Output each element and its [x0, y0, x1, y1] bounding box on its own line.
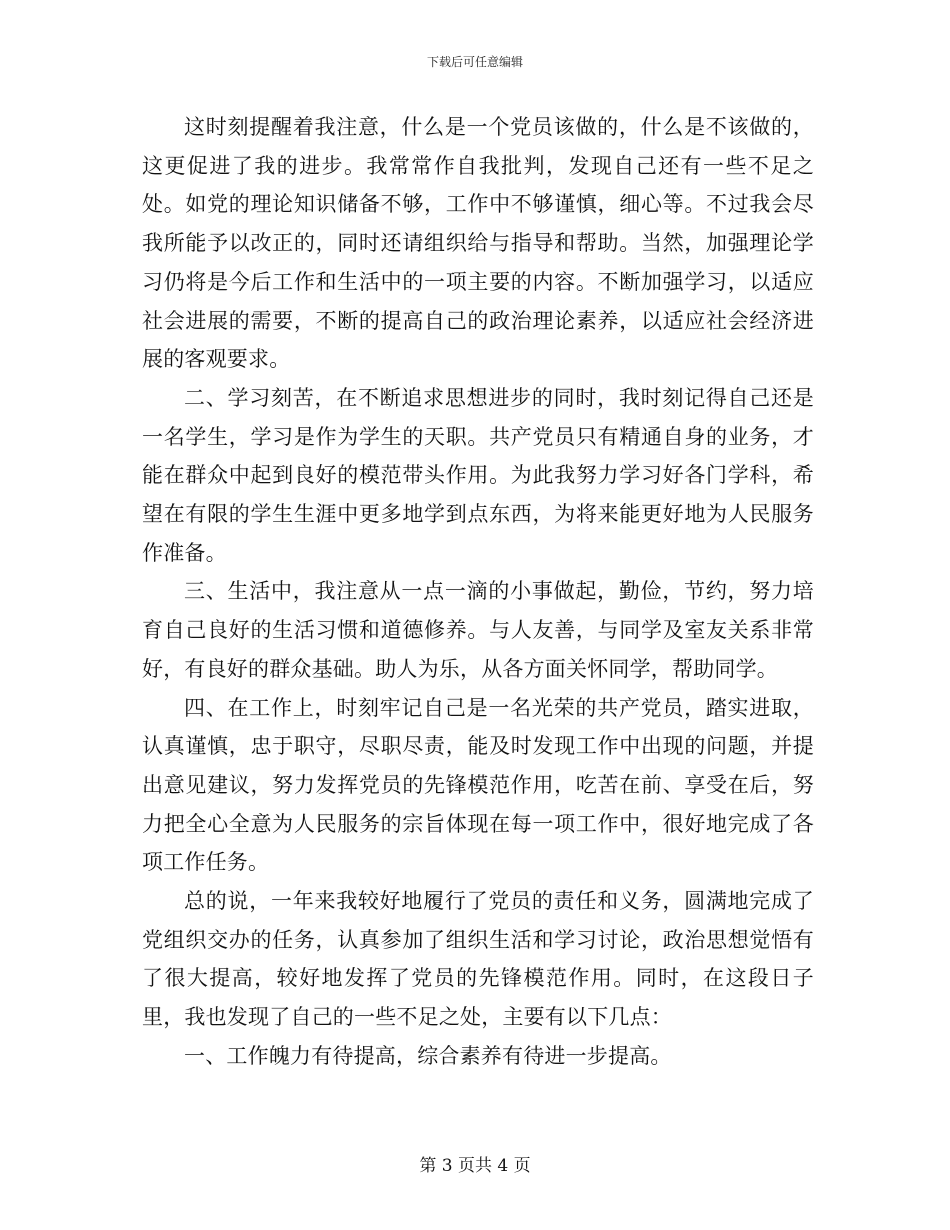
page-header: 下载后可任意编辑 — [426, 55, 523, 69]
paragraph-summary: 总的说，一年来我较好地履行了党员的责任和义务，圆满地完成了党组织交办的任务，认真参加了组织生活和学习讨论，政治思想觉悟有了很大提高，较好地发挥了党员的先锋模范作用。同时，在这段日子里，我也发现了自己的一些不足之处，主要有以下几点： — [142, 889, 814, 1030]
document-body — [142, 108, 814, 1076]
paragraph-work: 四、在工作上，时刻牢记自己是一名光荣的共产党员，踏实进取，认真谨慎，忠于职守，尽职尽责，能及时发现工作中出现的问题，并提出意见建议，努力发挥党员的先锋模范作用，吃苦在前、享受在后，努力把全心全意为人民服务的宗旨体现在每一项工作中，很好地完成了各项工作任务。 — [142, 695, 814, 875]
paragraph-self-criticism: 这时刻提醒着我注意，什么是一个党员该做的，什么是不该做的，这更促进了我的进步。我常常作自我批判，发现自己还有一些不足之处。如党的理论知识储备不够，工作中不够谨慎，细心等。不过我会尽我所能予以改正的，同时还请组织给与指导和帮助。当然，加强理论学习仍将是今后工作和生活中的一项主要的内容。不断加强学习，以适应社会进展的需要，不断的提高自己的政治理论素养，以适应社会经济进展的客观要求。 — [142, 115, 814, 372]
page-number: 第 3 页共 4 页 — [419, 1156, 531, 1176]
paragraph-study: 二、学习刻苦，在不断追求思想进步的同时，我时刻记得自己还是一名学生，学习是作为学生的天职。共产党员只有精通自身的业务，才能在群众中起到良好的模范带头作用。为此我努力学习好各门学科，希望在有限的学生生涯中更多地学到点东西，为将来能更好地为人民服务作准备。 — [142, 385, 814, 565]
paragraph-life: 三、生活中，我注意从一点一滴的小事做起，勤俭，节约，努力培育自己良好的生活习惯和道德修养。与人友善，与同学及室友关系非常好，有良好的群众基础。助人为乐，从各方面关怀同学，帮助同学。 — [142, 579, 814, 681]
paragraph-shortcoming-1: 一、工作魄力有待提高，综合素养有待进一步提高。 — [184, 1043, 672, 1068]
